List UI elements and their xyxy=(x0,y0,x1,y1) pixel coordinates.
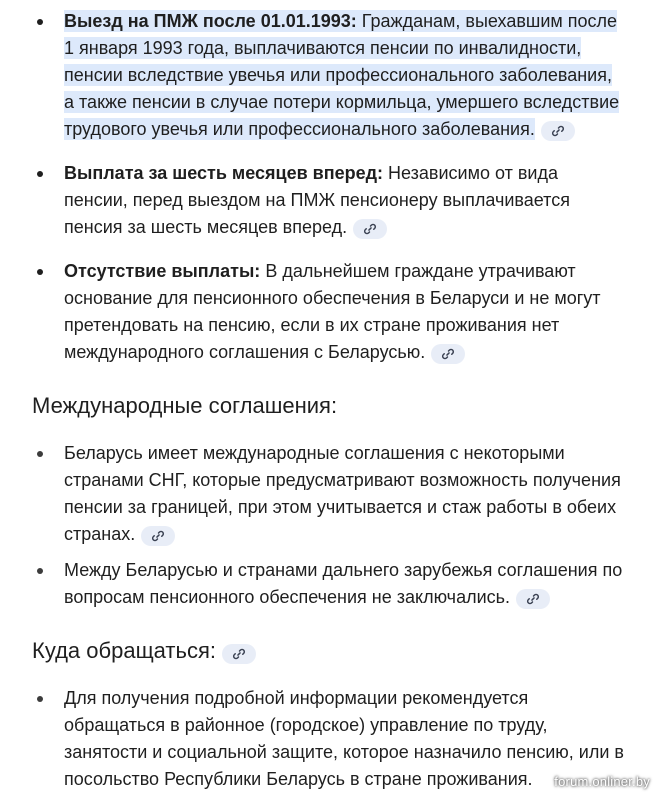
list-item xyxy=(0,160,664,241)
item-text: Гражданам, выехавшим после 1 января 1993 года, выплачиваются пенсии по инвалидности, пенсии вследствие увечья или профессионального заболевания, а также пенсии в случае потери кормильца, умершего вследствие трудового увечья или профессионального заболевания. xyxy=(64,11,620,139)
item-heading: Отсутствие выплаты: xyxy=(64,261,261,281)
item-text: Между Беларусью и странами дальнего зарубежья соглашения по вопросам пенсионного обеспечения не заключались. xyxy=(64,560,623,607)
item-text: Независимо от вида пенсии, перед выездом на ПМЖ пенсионеру выплачивается пенсия за шесть месяцев вперед. xyxy=(64,163,570,237)
bullet-icon xyxy=(37,19,43,25)
bullet-icon xyxy=(37,269,43,275)
source-link-button[interactable] xyxy=(541,121,575,141)
item-heading: Выезд на ПМЖ после 01.01.1993: xyxy=(64,11,357,31)
section-title-agreements: Международные соглашения: xyxy=(32,393,338,418)
item-text: Беларусь имеет международные соглашения с некоторыми странами СНГ, которые предусматривают возможность получения пенсии за границей, при этом учитывается и стаж работы в обеих странах. xyxy=(64,443,621,544)
bullet-icon xyxy=(37,171,43,177)
section-title-text: Куда обращаться: xyxy=(32,638,216,663)
conditions-list xyxy=(0,0,664,366)
link-icon xyxy=(441,347,455,361)
item-text: Для получения подробной информации рекомендуется обращаться в районное (городское) управление по труду, занятости и социальной защите, которое назначило пенсию, или в посольство Республики Беларусь в стране проживания. xyxy=(64,688,624,789)
bullet-icon xyxy=(37,451,43,457)
agreements-list xyxy=(0,440,664,611)
list-item xyxy=(0,557,664,611)
source-link-button[interactable] xyxy=(353,219,387,239)
list-item xyxy=(0,440,664,548)
link-icon xyxy=(232,647,246,661)
link-icon xyxy=(151,529,165,543)
link-icon xyxy=(551,124,565,138)
item-text: В дальнейшем граждане утрачивают основание для пенсионного обеспечения в Беларуси и не могут претендовать на пенсию, если в их стране проживания нет международного соглашения с Беларусью. xyxy=(64,261,601,362)
source-link-button[interactable] xyxy=(141,526,175,546)
link-icon xyxy=(526,592,540,606)
list-item xyxy=(0,258,664,366)
bullet-icon xyxy=(37,568,43,574)
bullet-icon xyxy=(37,696,43,702)
source-link-button[interactable] xyxy=(431,344,465,364)
source-link-button[interactable] xyxy=(222,644,256,664)
list-item xyxy=(0,8,664,143)
watermark: forum.onliner.by xyxy=(554,774,650,789)
highlighted-text[interactable] xyxy=(64,10,619,140)
item-heading: Выплата за шесть месяцев вперед: xyxy=(64,163,384,183)
source-link-button[interactable] xyxy=(516,589,550,609)
link-icon xyxy=(363,222,377,236)
section-title-contact xyxy=(0,637,664,665)
